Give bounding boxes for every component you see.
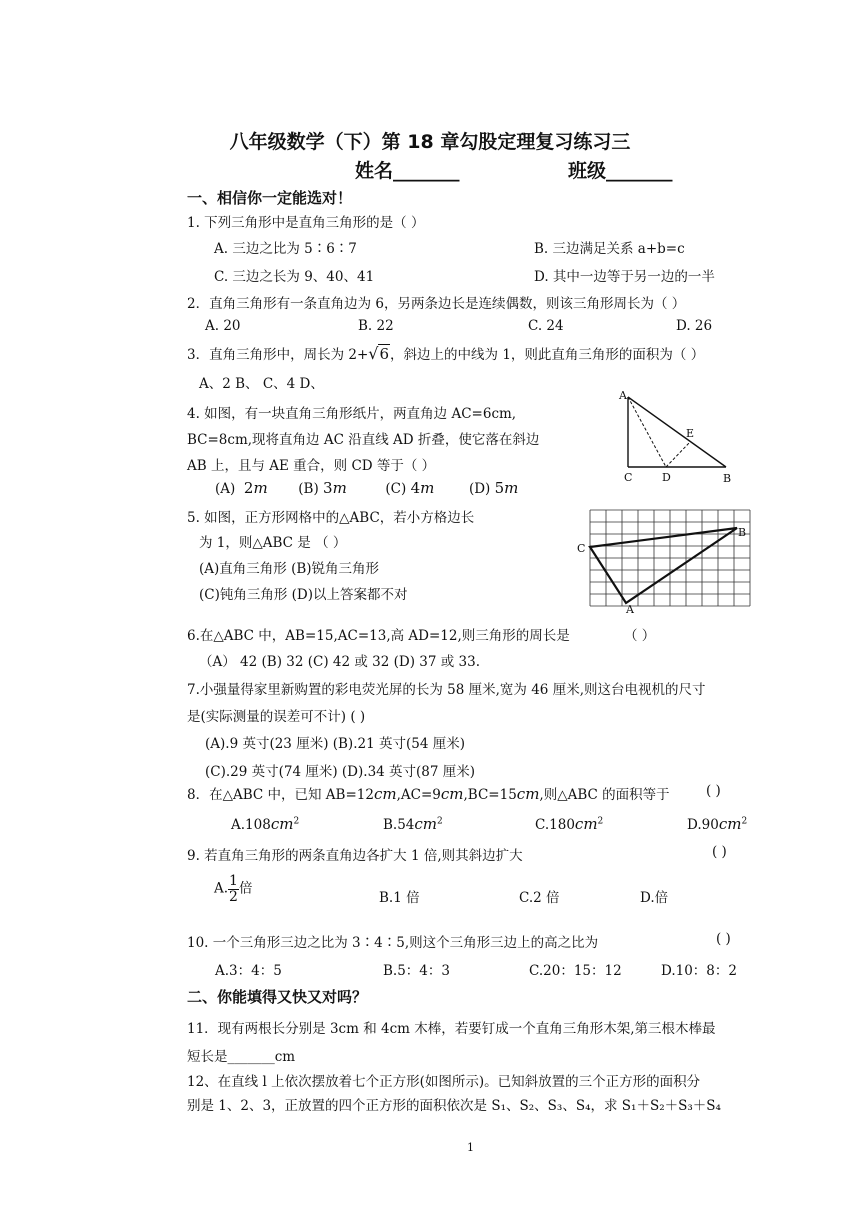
q3-stem-post: ，斜边上的中线为 1，则此直角三角形的面积为（ ） <box>390 347 705 363</box>
grid-lines <box>590 510 750 606</box>
q5-line-1: 5. 如图，正方形网格中的△ABC，若小方格边长 <box>187 510 475 526</box>
class-field-label: 班级_______ <box>568 160 673 182</box>
q4-option-c-label: (C) <box>385 481 407 497</box>
q4-unit-b: m <box>332 479 347 497</box>
q4-line-1: 4. 如图，有一块直角三角形纸片，两直角边 AC=6cm, <box>187 406 517 422</box>
q5-fig-label-c: C <box>577 542 586 555</box>
q4-option-b-value: 3 <box>323 479 333 497</box>
q1-option-d: D. 其中一边等于另一边的一半 <box>534 269 715 285</box>
q1-option-b: B. 三边满足关系 a+b=c <box>534 241 685 257</box>
q8-option-a-value: A.108 <box>231 817 271 833</box>
q4-option-d-label: (D) <box>468 481 491 497</box>
q7-options-ab: (A).9 英寸(23 厘米) (B).21 英寸(54 厘米) <box>205 736 465 752</box>
q4-option-a-value: 2 <box>243 479 254 497</box>
q6-answer-paren: （ ） <box>624 628 656 644</box>
sqrt-symbol: √ <box>368 344 379 363</box>
q1-option-c: C. 三边之长为 9、40、41 <box>214 269 375 285</box>
q5-options-cd: (C)钝角三角形 (D)以上答案都不对 <box>199 587 408 603</box>
q3-stem-pre: 3．直角三角形中，周长为 2+ <box>187 347 369 363</box>
q9-option-d: D.倍 <box>640 890 669 906</box>
fraction-denominator: 2 <box>229 888 238 905</box>
q9-fraction <box>228 874 239 904</box>
q8-option-c <box>535 815 603 833</box>
q4-options <box>215 479 518 497</box>
section-two-heading: 二、你能填得又快又对吗？ <box>187 988 368 1006</box>
q8-option-c-unit: cm <box>574 815 598 833</box>
q4-triangle-figure <box>610 385 745 485</box>
q8-option-c-exp: 2 <box>597 816 604 827</box>
q12-line-2: 别是 1、2、3，正放置的四个正方形的面积依次是 S₁、S₂、S₃、S₄，求 S₁＋S₂＋S₃＋S₄ <box>187 1098 721 1114</box>
fraction-numerator: 1 <box>229 873 238 889</box>
q10-option-c: C.20：15：12 <box>529 963 622 979</box>
q9-answer-paren: ( ) <box>712 844 727 860</box>
q4-line-3: AB 上，且与 AE 重合，则 CD 等于（ ） <box>187 458 436 474</box>
q2-stem: 2．直角三角形有一条直角边为 6，另两条边长是连续偶数，则该三角形周长为（ ） <box>187 296 686 312</box>
q5-grid-figure <box>575 504 760 616</box>
sqrt-radicand: 6 <box>379 345 390 363</box>
q4-fig-label-d: D <box>662 471 671 484</box>
q1-stem: 1. 下列三角形中是直角三角形的是（ ） <box>187 215 425 231</box>
q8-option-a-unit: cm <box>270 815 294 833</box>
q9-option-c: C.2 倍 <box>519 890 560 906</box>
q10-answer-paren: ( ) <box>716 931 731 947</box>
q11-line-2: 短长是_______cm <box>187 1049 296 1065</box>
q8-stem-mid1: ,AC=9 <box>396 787 441 803</box>
q2-option-c: C. 24 <box>528 318 564 334</box>
q4-option-b-label: (B) <box>298 481 319 497</box>
q5-fig-label-b: B <box>738 526 747 539</box>
q8-option-a-exp: 2 <box>293 816 300 827</box>
page-title: 八年级数学（下）第 18 章勾股定理复习练习三 <box>229 131 631 153</box>
q7-line-2: 是(实际测量的误差可不计) ( ) <box>187 709 366 725</box>
q4-option-a-label: (A) <box>215 481 236 497</box>
q10-option-d: D.10：8：2 <box>661 963 737 979</box>
q9-option-a <box>214 874 252 904</box>
q8-unit-ab: cm <box>373 785 397 803</box>
q11-line-1: 11．现有两根长分别是 3cm 和 4cm 木棒，若要钉成一个直角三角形木架,第三根木棒最 <box>187 1021 716 1037</box>
name-field-label: 姓名_______ <box>355 160 460 182</box>
q5-options-ab: (A)直角三角形 (B)锐角三角形 <box>199 561 380 577</box>
section-one-heading: 一、相信你一定能选对！ <box>187 189 353 207</box>
q8-option-b-value: B.54 <box>383 817 415 833</box>
q8-option-b-exp: 2 <box>437 816 443 827</box>
q8-option-d-unit: cm <box>718 815 742 833</box>
q9-option-a-prefix: A. <box>214 880 229 897</box>
q10-option-b: B.5：4：3 <box>383 963 450 979</box>
q4-option-d-value: 5 <box>494 479 505 497</box>
q4-unit-c: m <box>420 479 435 497</box>
q8-option-d-value: D.90 <box>687 817 719 833</box>
q8-option-b <box>383 815 443 833</box>
q3-options: A、2 B、 C、4 D、 <box>199 376 324 392</box>
q8-unit-bc: cm <box>516 785 540 803</box>
q9-option-b: B.1 倍 <box>379 890 420 906</box>
q6-options: （A） 42 (B) 32 (C) 42 或 32 (D) 37 或 33. <box>199 654 480 670</box>
q4-fig-label-b: B <box>723 472 732 485</box>
q12-line-1: 12、在直线 l 上依次摆放着七个正方形(如图所示)。已知斜放置的三个正方形的面积分 <box>187 1074 701 1090</box>
q4-fig-label-e: E <box>686 427 695 440</box>
q8-option-a <box>231 815 299 833</box>
q4-unit-d: m <box>504 479 519 497</box>
q8-stem <box>187 783 670 803</box>
q8-option-c-value: C.180 <box>535 817 575 833</box>
q1-option-a: A. 三边之比为 5∶6∶7 <box>214 241 357 257</box>
q8-unit-ac: cm <box>440 785 464 803</box>
q4-unit-a: m <box>253 479 268 497</box>
q6-stem: 6.在△ABC 中，AB=15,AC=13,高 AD=12,则三角形的周长是 <box>187 628 570 644</box>
q8-option-d <box>687 815 747 833</box>
q2-option-b: B. 22 <box>358 318 394 334</box>
q8-answer-paren: ( ) <box>706 783 721 799</box>
q10-option-a: A.3：4：5 <box>215 963 282 979</box>
q8-stem-post: ,则△ABC 的面积等于 <box>539 787 670 803</box>
q8-option-d-exp: 2 <box>741 816 748 827</box>
q5-fig-label-a: A <box>626 603 634 616</box>
q2-option-d: D. 26 <box>676 318 713 334</box>
q4-fig-label-a: A <box>619 389 627 402</box>
triangle-abc <box>590 528 737 603</box>
q7-line-1: 7.小强量得家里新购置的彩电荧光屏的长为 58 厘米,宽为 46 厘米,则这台电视机的尺寸 <box>187 682 706 698</box>
q8-option-b-unit: cm <box>414 815 438 833</box>
q8-stem-mid2: ,BC=15 <box>463 787 517 803</box>
q4-fig-label-c: C <box>624 471 633 484</box>
q9-stem: 9. 若直角三角形的两条直角边各扩大 1 倍,则其斜边扩大 <box>187 848 523 864</box>
q4-option-c-value: 4 <box>410 479 421 497</box>
q9-option-a-suffix: 倍 <box>238 880 253 897</box>
q3-stem <box>187 343 704 363</box>
page-number: 1 <box>467 1141 474 1154</box>
q2-option-a: A. 20 <box>205 318 241 334</box>
q8-stem-pre: 8．在△ABC 中，已知 AB=12 <box>187 787 374 803</box>
q5-line-2: 为 1，则△ABC 是 （ ） <box>199 535 347 551</box>
q7-options-cd: (C).29 英寸(74 厘米) (D).34 英寸(87 厘米) <box>205 764 476 780</box>
q4-line-2: BC=8cm,现将直角边 AC 沿直线 AD 折叠，使它落在斜边 <box>187 432 540 448</box>
q10-stem: 10. 一个三角形三边之比为 3∶4∶5,则这个三角形三边上的高之比为 <box>187 935 599 951</box>
